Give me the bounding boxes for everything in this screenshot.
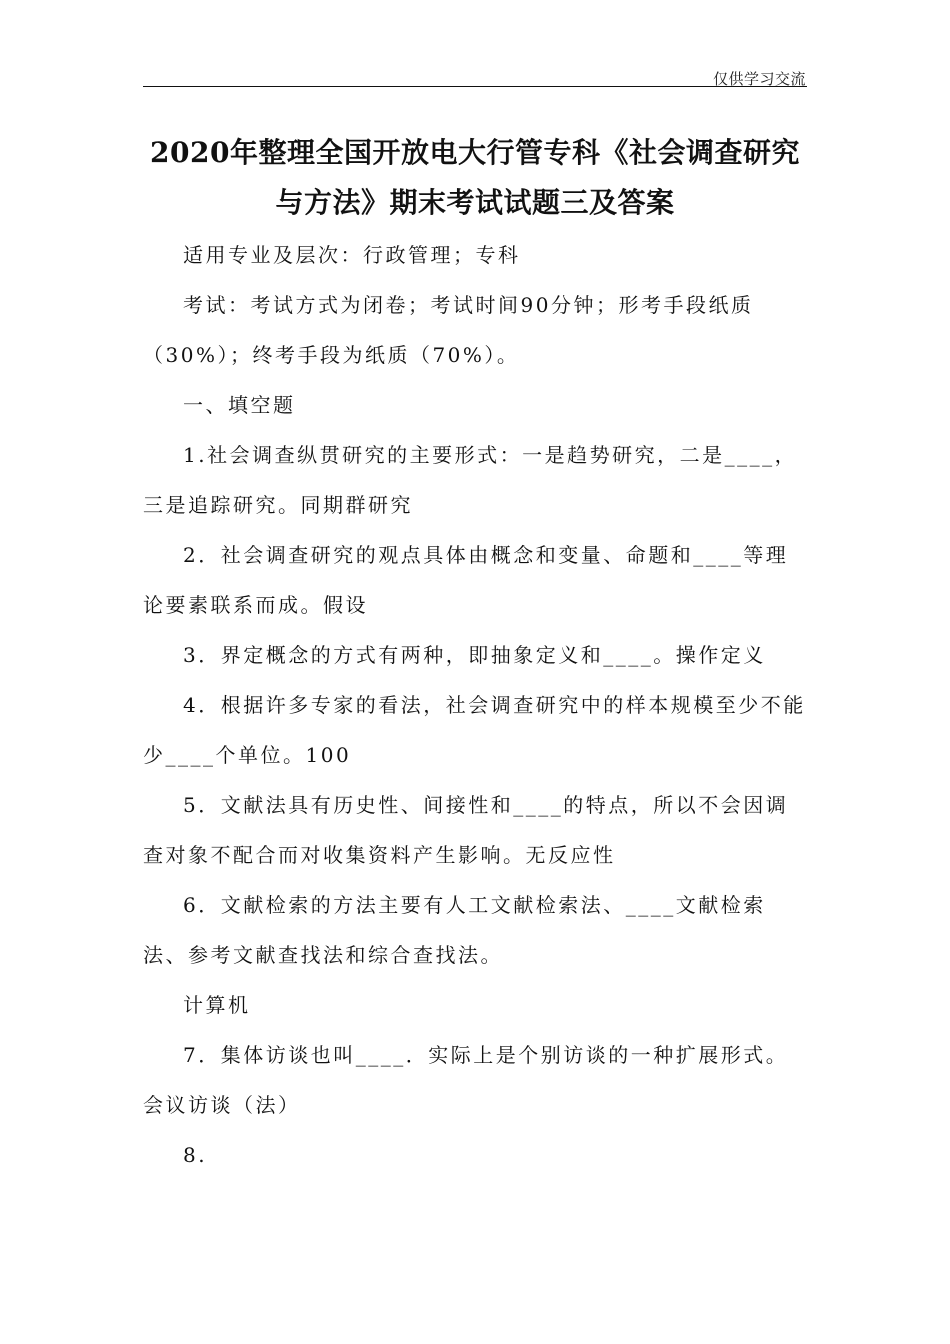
question-6: 6．文献检索的方法主要有人工文献检索法、____文献检索法、参考文献查找法和综合查找法。	[143, 893, 766, 967]
question-7: 7．集体访谈也叫____．实际上是个别访谈的一种扩展形式。会议访谈（法）	[143, 1043, 789, 1117]
question-1: 1.社会调查纵贯研究的主要形式：一是趋势研究，二是____，三是追踪研究。同期群研究	[143, 443, 798, 517]
question-8: 8.	[183, 1143, 208, 1167]
question-3: 3．界定概念的方式有两种，即抽象定义和____。操作定义	[183, 643, 766, 667]
question-4: 4．根据许多专家的看法，社会调查研究中的样本规模至少不能少____个单位。100	[143, 693, 806, 767]
header-rule	[143, 86, 807, 87]
document-title	[143, 128, 807, 228]
title-line-2: 与方法》期末考试试题三及答案	[275, 186, 675, 219]
header-note: 仅供学习交流	[712, 70, 806, 88]
paragraph-scope: 适用专业及层次：行政管理；专科	[183, 243, 521, 267]
question-2: 2．社会调查研究的观点具体由概念和变量、命题和____等理论要素联系而成。假设	[143, 543, 789, 617]
paragraph-exam-info: 考试：考试方式为闭卷；考试时间90分钟；形考手段纸质（30%）；终考手段为纸质（70%）。	[143, 293, 754, 367]
answer-6: 计算机	[183, 993, 251, 1017]
question-5: 5．文献法具有历史性、间接性和____的特点，所以不会因调查对象不配合而对收集资料产生影响。无反应性	[143, 793, 789, 867]
section-heading: 一、填空题	[183, 393, 296, 417]
document-body	[143, 230, 807, 1180]
title-line-1: 2020年整理全国开放电大行管专科《社会调查研究	[150, 136, 800, 169]
